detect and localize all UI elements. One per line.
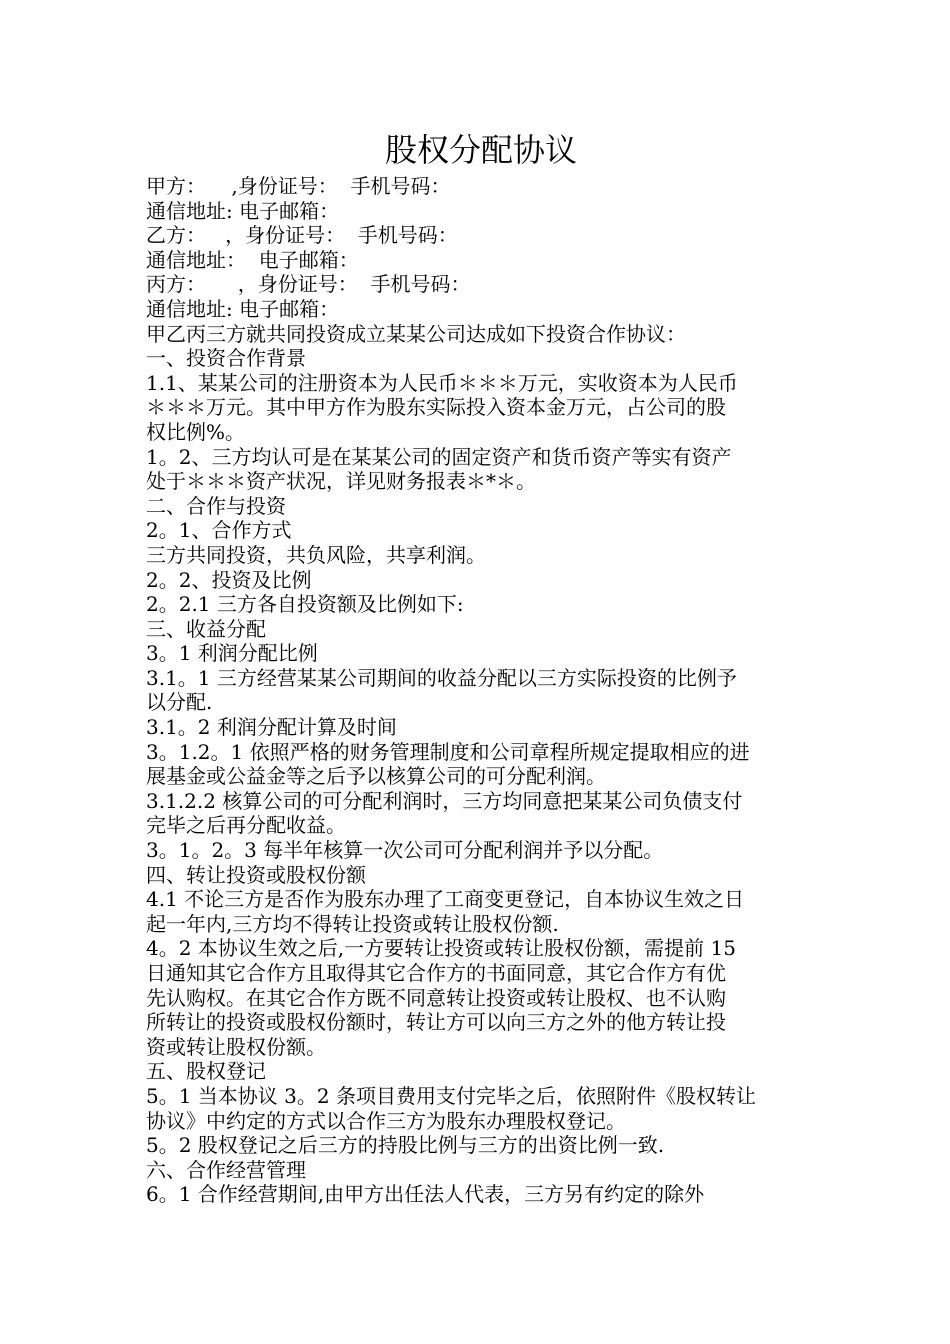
text-line: 所转让的投资或股权份额时，转让方可以向三方之外的他方转让投 [146, 1010, 726, 1035]
document-body [146, 174, 806, 1207]
text-line: 一、投资合作背景 [146, 346, 306, 371]
text-line: 完毕之后再分配收益。 [146, 813, 346, 838]
text-line: 3.1。1 三方经营某某公司期间的收益分配以三方实际投资的比例予 [146, 665, 737, 690]
text-line: 五、股权登记 [146, 1059, 266, 1084]
document-title: 股权分配协议 [384, 131, 577, 169]
text-line: 权比例%。 [146, 419, 246, 444]
text-line: 资或转让股权份额。 [146, 1034, 326, 1059]
text-line: 1。2、三方均认可是在某某公司的固定资产和货币资产等实有资产 [146, 444, 732, 469]
text-line: 3。1。2。3 每半年核算一次公司可分配利润并予以分配。 [146, 838, 664, 863]
text-line: 2。2、投资及比例 [146, 567, 312, 592]
text-line: 协议》中约定的方式以合作三方为股东办理股权登记。 [146, 1108, 626, 1133]
text-line: 展基金或公益金等之后予以核算公司的可分配利润。 [146, 764, 606, 789]
text-line: 四、转让投资或股权份额 [146, 862, 366, 887]
text-line: 2。2.1 三方各自投资额及比例如下: [146, 592, 464, 617]
text-line: 乙方： ，身份证号： 手机号码： [146, 223, 458, 248]
text-line: 甲方： ,身份证号： 手机号码： [146, 174, 451, 198]
document-page [146, 128, 806, 1207]
text-line: 日通知其它合作方且取得其它合作方的书面同意，其它合作方有优 [146, 961, 726, 985]
text-line: 3.1。2 利润分配计算及时间 [146, 715, 397, 740]
text-line: 三、收益分配 [146, 616, 266, 641]
text-line: ＊＊＊万元。其中甲方作为股东实际投入资本金万元，占公司的股 [146, 395, 726, 420]
text-line: 三方共同投资，共负风险，共享利润。 [146, 542, 486, 567]
text-line: 先认购权。在其它合作方既不同意转让投资或转让股权、也不认购 [146, 985, 726, 1010]
text-line: 1.1、某某公司的注册资本为人民币＊＊＊万元，实收资本为人民币 [146, 370, 738, 395]
text-line: 3.1.2.2 核算公司的可分配利润时，三方均同意把某某公司负债支付 [146, 788, 743, 813]
text-line: 二、合作与投资 [146, 493, 286, 518]
text-line: 5。2 股权登记之后三方的持股比例与三方的出资比例一致. [146, 1133, 665, 1158]
text-line: 4。2 本协议生效之后,一方要转让投资或转让股权份额，需提前 15 [146, 936, 736, 961]
text-line: 丙方： ，身份证号： 手机号码： [146, 272, 471, 297]
text-line: 5。1 当本协议 3。2 条项目费用支付完毕之后，依照附件《股权转让 [146, 1083, 756, 1108]
text-line: 3。1 利润分配比例 [146, 641, 318, 666]
text-line: 起一年内,三方均不得转让投资或转让股权份额. [146, 911, 559, 936]
text-line: 通信地址: 电子邮箱： [146, 296, 340, 321]
text-line: 甲乙丙三方就共同投资成立某某公司达成如下投资合作协议： [146, 321, 686, 346]
text-line: 以分配. [146, 690, 213, 715]
text-line: 通信地址： 电子邮箱： [146, 247, 359, 272]
text-line: 处于＊＊＊资产状况，详见财务报表＊*＊。 [146, 469, 536, 494]
text-line: 通信地址: 电子邮箱： [146, 198, 340, 223]
text-line: 6。1 合作经营期间,由甲方出任法人代表，三方另有约定的除外 [146, 1182, 705, 1207]
text-line: 3。1.2。1 依照严格的财务管理制度和公司章程所规定提取相应的进 [146, 739, 750, 764]
text-line: 2。1、合作方式 [146, 518, 292, 543]
text-line: 4.1 不论三方是否作为股东办理了工商变更登记，自本协议生效之日 [146, 887, 745, 912]
text-line: 六、合作经营管理 [146, 1157, 306, 1182]
